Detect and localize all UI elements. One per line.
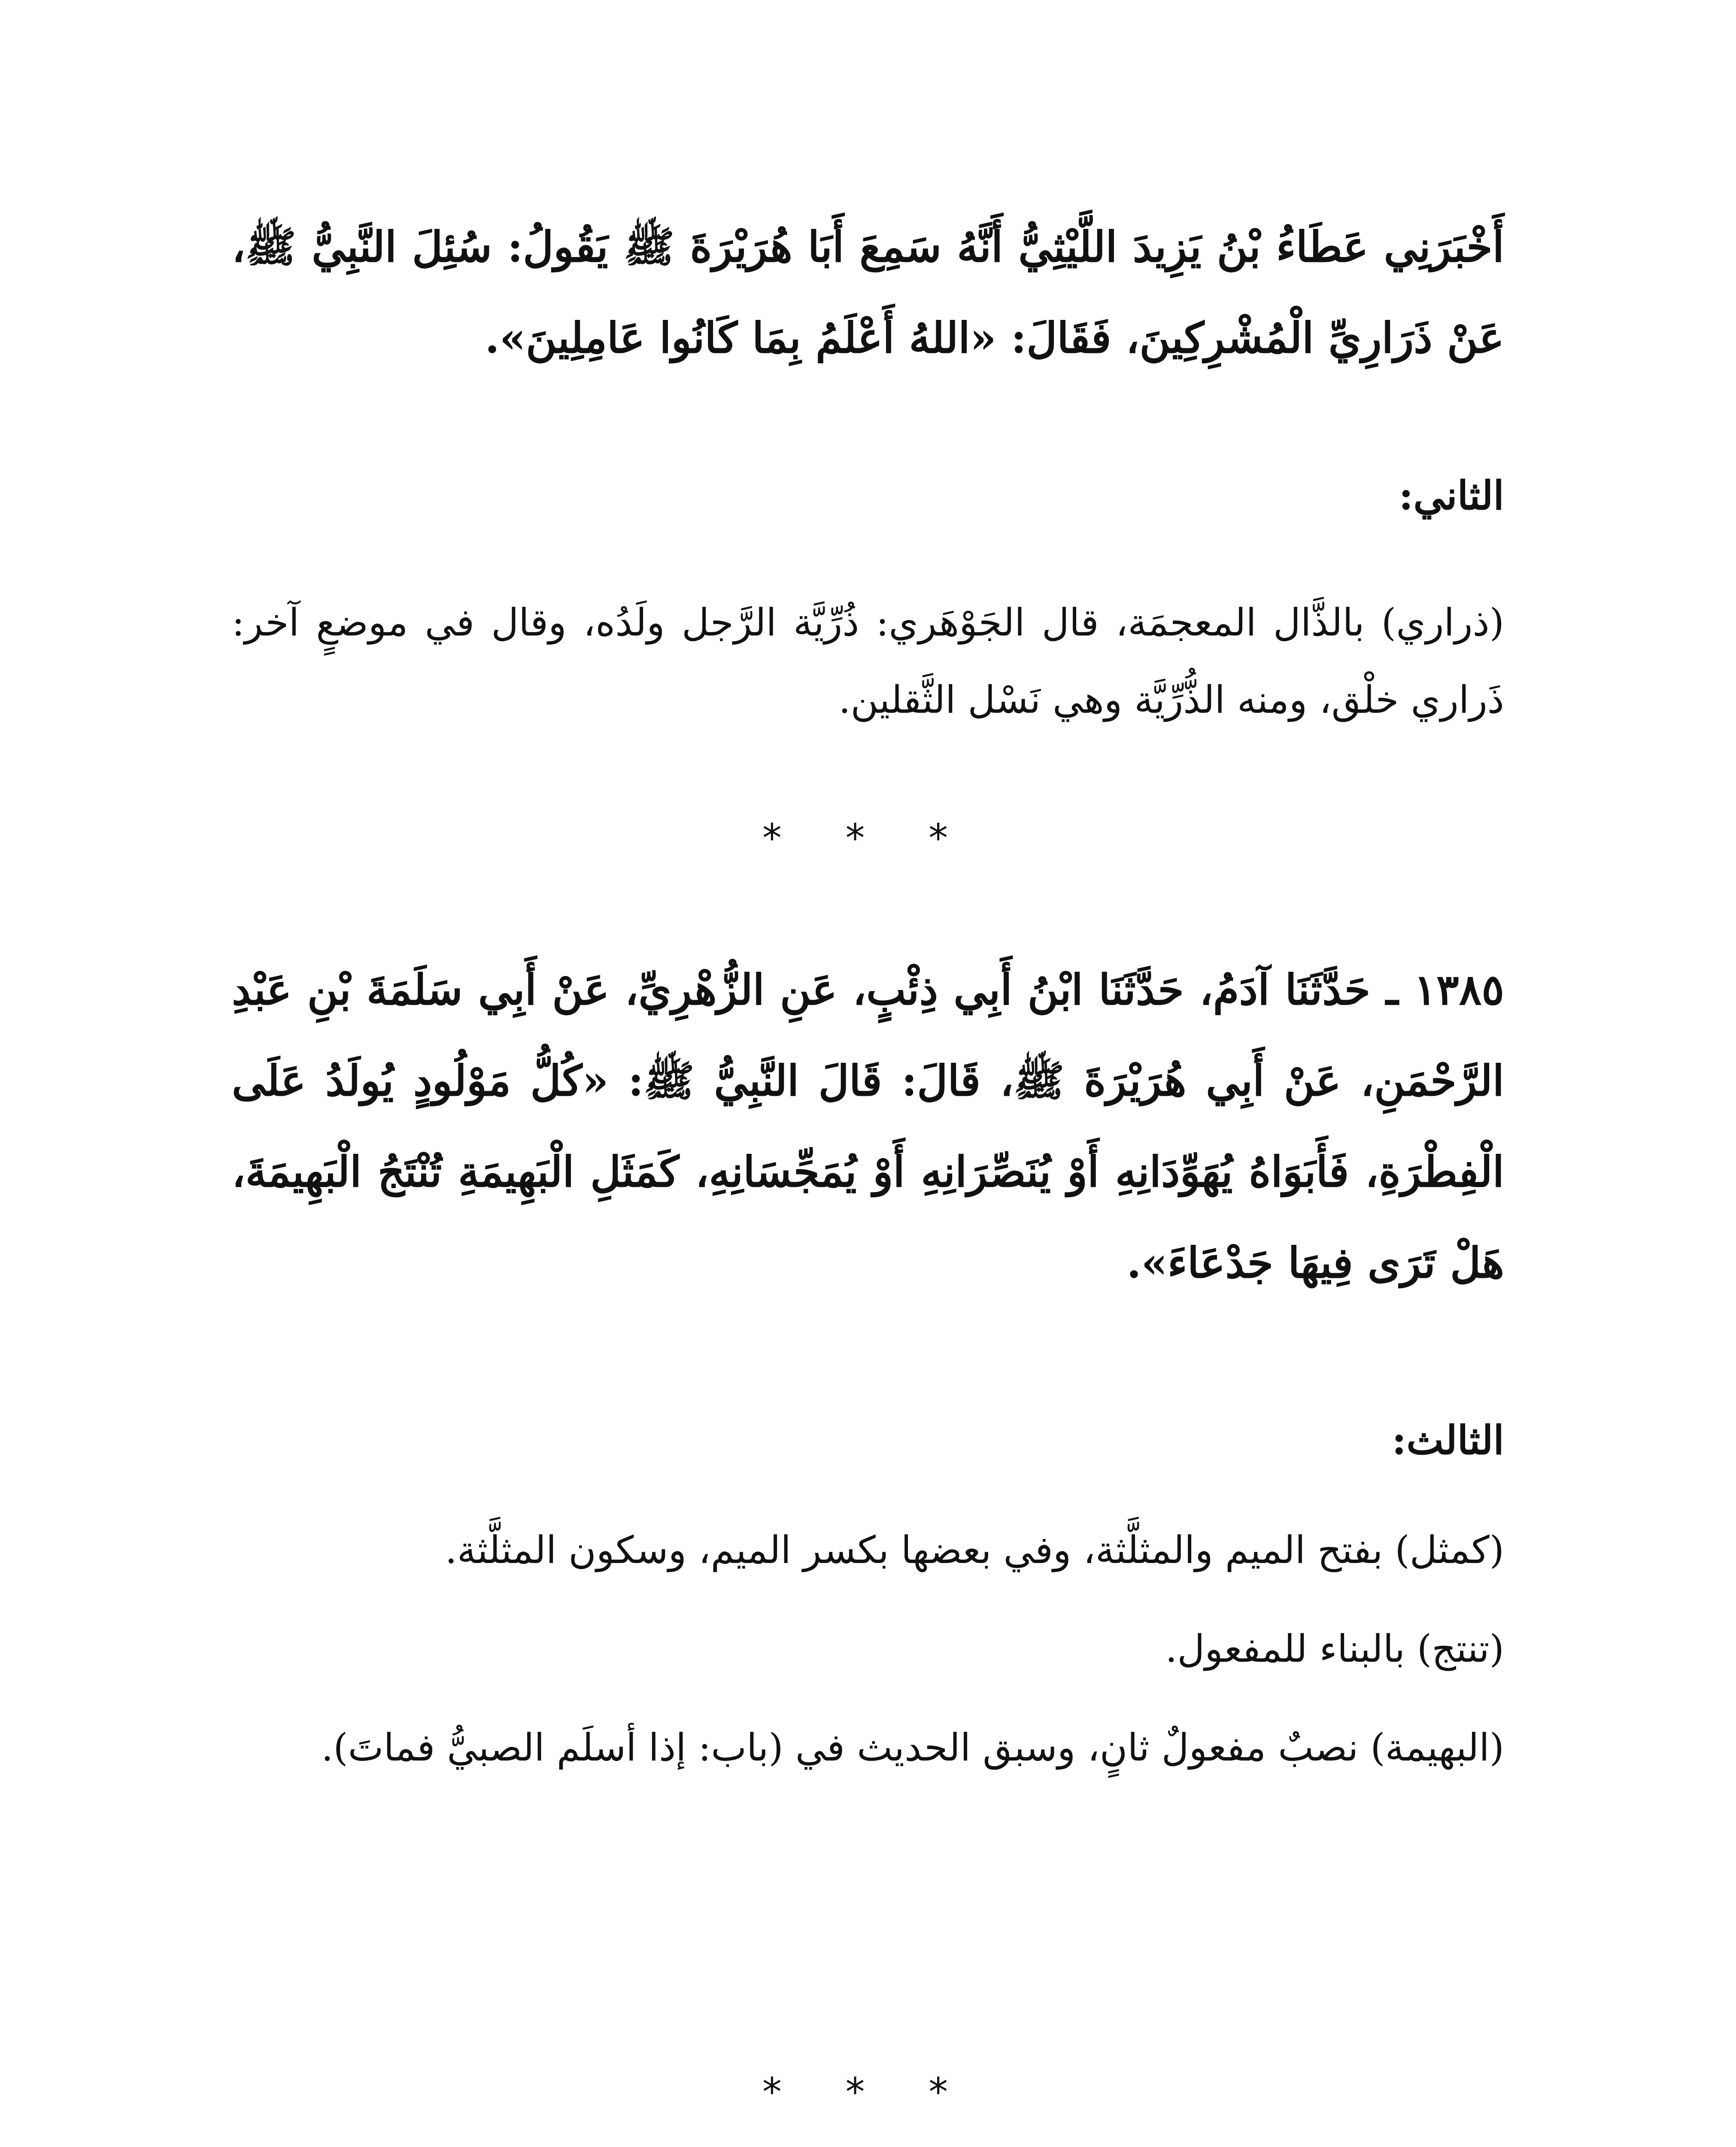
hadith-text-2: ١٣٨٥ ـ حَدَّثَنَا آدَمُ، حَدَّثَنَا ابْنُ أَبِي ذِئْبٍ، عَنِ الزُّهْرِيِّ، عَنْ أَبِي سَلَمَةَ بْنِ عَبْدِ الرَّحْمَنِ، عَنْ أَبِي هُرَيْرَةَ ﷺ، قَالَ: قَالَ النَّبِيُّ ﷺ: «كُلُّ مَوْلُودٍ يُولَدُ عَلَى الْفِطْرَةِ، فَأَبَوَاهُ يُهَوِّدَانِهِ أَوْ يُنَصِّرَانِهِ أَوْ يُمَجِّسَانِهِ، كَمَثَلِ الْبَهِيمَةِ تُنْتَجُ الْبَهِيمَةَ، هَلْ تَرَى فِيهَا جَدْعَاءَ». <box>232 965 1504 1288</box>
commentary-block-2 <box>232 1511 1504 1786</box>
hadith-block-1 <box>232 202 1504 384</box>
commentary-block-1 <box>232 584 1504 739</box>
commentary-paragraph: (كمثل) بفتح الميم والمثلَّثة، وفي بعضها بكسر الميم، وسكون المثلَّثة. <box>445 1528 1504 1572</box>
hadith-text-1: أَخْبَرَنِي عَطَاءُ بْنُ يَزِيدَ اللَّيْثِيُّ أَنَّهُ سَمِعَ أَبَا هُرَيْرَةَ ﷺ يَقُولُ: سُئِلَ النَّبِيُّ ﷺ، عَنْ ذَرَارِيِّ الْمُشْرِكِينَ، فَقَالَ: «اللهُ أَعْلَمُ بِمَا كَانُوا عَامِلِينَ». <box>232 222 1504 363</box>
commentary-paragraph: (ذراري) بالذَّال المعجمَة، قال الجَوْهَري: ذُرِّيَّة الرَّجل ولَدُه، وقال في موضعٍ آخر: ذَراري خلْق، ومنه الذُّرِّيَّة وهي نَسْل الثَّقلين. <box>232 600 1505 722</box>
section-separator: * * * <box>762 816 974 861</box>
section-heading-third: الثالث: <box>1392 1417 1504 1463</box>
hadith-block-2 <box>232 945 1504 1309</box>
commentary-paragraph: (تنتج) بالبناء للمفعول. <box>1165 1627 1504 1671</box>
section-heading-second: الثاني: <box>1399 472 1504 519</box>
section-separator: * * * <box>762 2070 974 2115</box>
commentary-paragraph: (البهيمة) نصبٌ مفعولٌ ثانٍ، وسبق الحديث في (باب: إذا أسلَم الصبيُّ فماتَ). <box>321 1725 1504 1770</box>
